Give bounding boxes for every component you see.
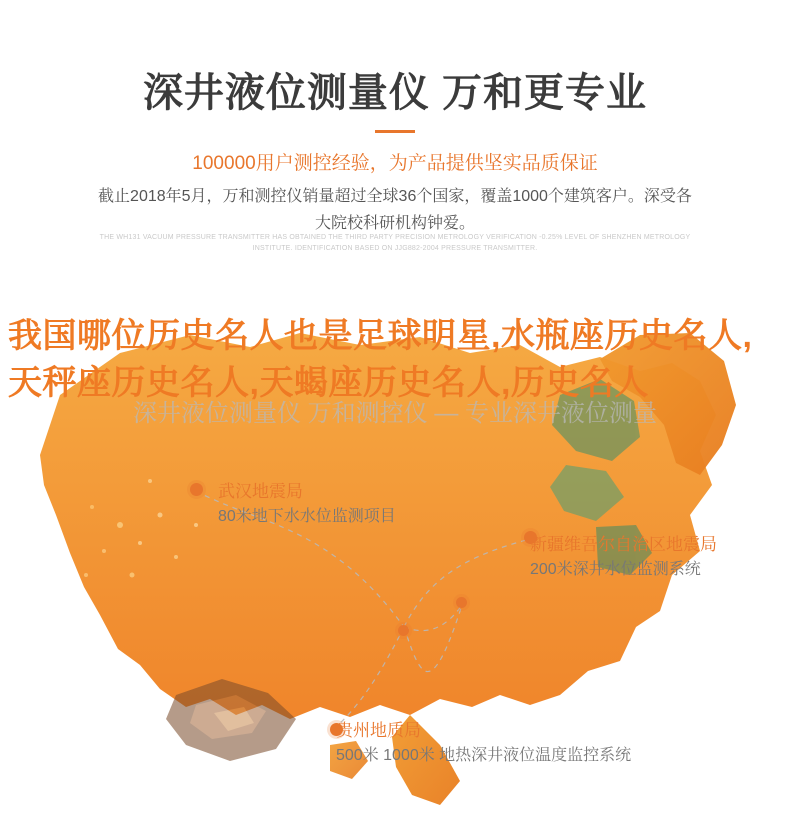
header-fineprint: THE WH131 VACUUM PRESSURE TRANSMITTER HAS OBTAINED THE THIRD PARTY PRECISION METROLOGY VERIFICATION -0.25% LEVEL OF SHENZHEN METROLOGY INSTITUTE. IDENTIFICATION BASED ON JJG882-2004 PRESSURE TRANSMITTER. (99, 234, 691, 252)
marker-guizhou[interactable] (336, 719, 631, 768)
marker-mid-lower-dot[interactable] (398, 625, 409, 636)
marker-mid-upper-dot[interactable] (456, 597, 467, 608)
header-section (0, 0, 790, 275)
marker-xinjiang-desc: 200米深井水位监测系统 (530, 561, 701, 578)
marker-xinjiang-title: 新疆维吾尔自治区地震局 (530, 535, 717, 554)
map-watermark-text: 深井液位测量仪 万和测控仪 — 专业深井液位测量 (132, 400, 657, 427)
header-subtitle-gray: 截止2018年5月，万和测控仪销量超过全球36个国家，覆盖1000个建筑客户。深受各大院校科研机构钟爱。 (98, 188, 692, 232)
title-underline-rule (375, 130, 415, 133)
marker-wuhan-dot[interactable] (190, 483, 203, 496)
marker-guizhou-title: 贵州地质局 (336, 721, 421, 740)
marker-wuhan[interactable] (218, 480, 396, 529)
header-subtitle-orange: 100000用户测控经验，为产品提供坚实品质保证 (192, 153, 598, 174)
page-title: 深井液位测量仪 万和更专业 (142, 71, 648, 115)
overlay-headline: 我国哪位历史名人也是足球明星,水瓶座历史名人,天秤座历史名人,天蝎座历史名人,历史名人 (8, 317, 753, 402)
marker-wuhan-desc: 80米地下水水位监测项目 (218, 508, 396, 525)
marker-guizhou-desc: 500米 1000米 地热深井液位温度监控系统 (336, 747, 632, 764)
marker-xinjiang[interactable] (530, 533, 717, 582)
marker-wuhan-title: 武汉地震局 (218, 482, 303, 501)
